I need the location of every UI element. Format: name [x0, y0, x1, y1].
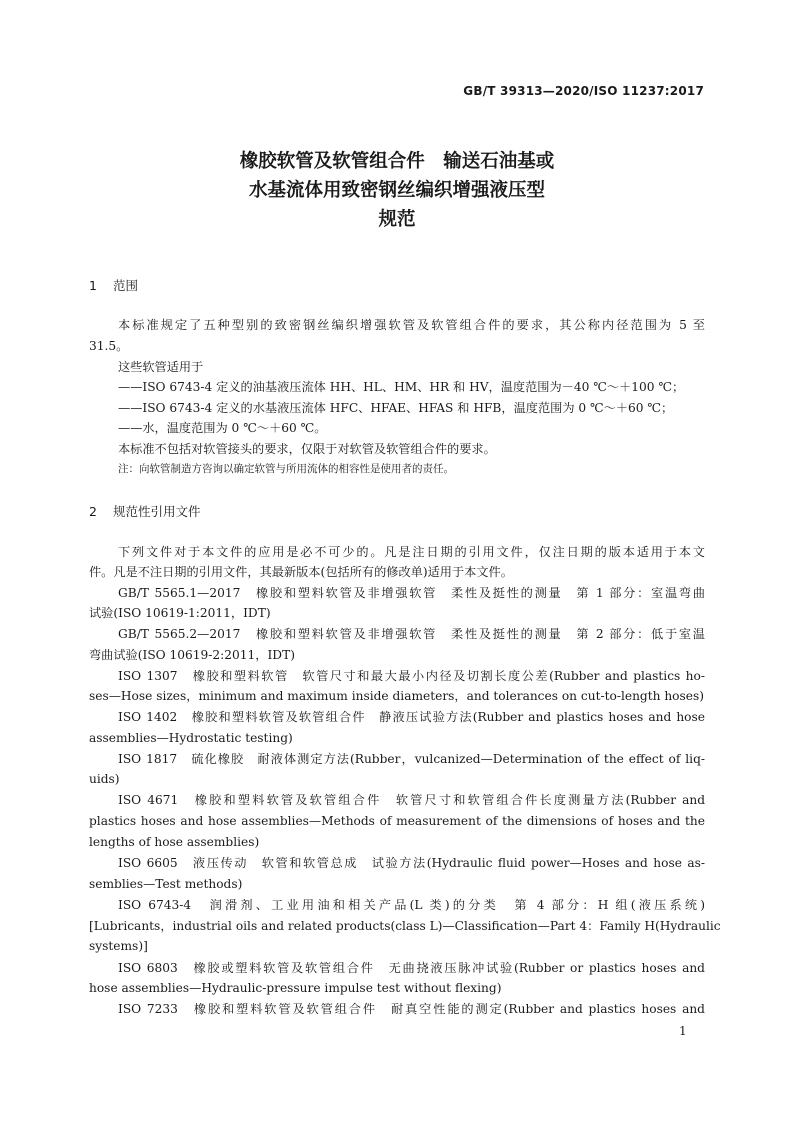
scope-list-item: ——水，温度范围为 0 ℃～＋60 ℃。	[118, 421, 327, 435]
page-number: 1	[679, 1024, 687, 1038]
reference-entry-cont: plastics hoses and hose assemblies—Methods of measurement of the dimensions of hoses and the	[89, 814, 705, 828]
title-line-2: 水基流体用致密钢丝编织增强液压型	[248, 180, 545, 201]
references-intro-line-1: 下列文件对于本文件的应用是必不可少的。凡是注日期的引用文件，仅注日期的版本适用于本文	[118, 545, 705, 559]
reference-entry: GB/T 5565.2—2017 橡胶和塑料软管及非增强软管 柔性及挺性的测量 第 2 部分：低于室温	[118, 627, 705, 641]
reference-entry-cont: semblies—Test methods)	[89, 877, 243, 891]
section-title: 规范性引用文件	[113, 504, 201, 519]
scope-exclusion: 本标准不包括对软管接头的要求，仅限于对软管及软管组合件的要求。	[118, 442, 496, 456]
reference-entry: ISO 4671 橡胶和塑料软管及软管组合件 软管尺寸和软管组合件长度测量方法(Rubber and	[118, 793, 705, 807]
title-line-3: 规范	[378, 209, 416, 230]
reference-entry: ISO 7233 橡胶和塑料软管及软管组合件 耐真空性能的测定(Rubber and plastics hoses and	[118, 1002, 705, 1016]
references-intro-line-2: 件。凡是不注日期的引用文件，其最新版本(包括所有的修改单)适用于本文件。	[89, 565, 513, 579]
scope-list-item: ——ISO 6743-4 定义的油基液压流体 HH、HL、HM、HR 和 HV，温度范围为－40 ℃～＋100 ℃；	[118, 380, 685, 394]
reference-entry: ISO 1402 橡胶和塑料软管及软管组合件 静液压试验方法(Rubber and plastics hoses and hose	[118, 710, 705, 724]
reference-entry: ISO 6605 液压传动 软管和软管总成 试验方法(Hydraulic fluid power—Hoses and hose as-	[118, 856, 705, 870]
title-line-1: 橡胶软管及软管组合件 输送石油基或	[239, 151, 555, 172]
reference-entry-cont: ses—Hose sizes，minimum and maximum inside diameters，and tolerances on cut-to-length hoses)	[89, 689, 704, 703]
scope-paragraph-line-2: 31.5。	[89, 339, 129, 353]
section-2-heading	[89, 502, 201, 520]
reference-entry: GB/T 5565.1—2017 橡胶和塑料软管及非增强软管 柔性及挺性的测量 第 1 部分：室温弯曲	[118, 586, 705, 600]
document-title	[0, 147, 794, 234]
reference-entry-cont: systems)]	[89, 939, 148, 953]
section-title: 范围	[113, 278, 139, 293]
section-number: 1	[89, 278, 97, 293]
reference-entry-cont: 弯曲试验(ISO 10619-2:2011，IDT)	[89, 648, 295, 662]
scope-applies-intro: 这些软管适用于	[118, 360, 204, 374]
standard-number: GB/T 39313—2020/ISO 11237:2017	[463, 84, 704, 98]
reference-entry: ISO 6803 橡胶或塑料软管及软管组合件 无曲挠液压脉冲试验(Rubber or plastics hoses and	[118, 961, 705, 975]
scope-note: 注：向软管制造方咨询以确定软管与所用流体的相容性是使用者的责任。	[118, 463, 454, 475]
section-1-heading	[89, 276, 138, 294]
scope-paragraph-line-1: 本标准规定了五种型别的致密钢丝编织增强软管及软管组合件的要求，其公称内径范围为 5 至	[118, 318, 705, 332]
reference-entry: ISO 1817 硫化橡胶 耐液体测定方法(Rubber，vulcanized—Determination of the effect of liq-	[118, 752, 705, 766]
reference-entry-cont: [Lubricants，industrial oils and related products(class L)—Classification—Part 4：Family H(Hydraulic	[89, 919, 721, 933]
reference-entry-cont: assemblies—Hydrostatic testing)	[89, 731, 293, 745]
reference-entry-cont: lengths of hose assemblies)	[89, 835, 260, 849]
scope-list-item: ——ISO 6743-4 定义的水基液压流体 HFC、HFAE、HFAS 和 HFB，温度范围为 0 ℃～＋60 ℃；	[118, 401, 674, 415]
section-number: 2	[89, 504, 97, 519]
reference-entry-cont: 试验(ISO 10619-1:2011，IDT)	[89, 606, 271, 620]
reference-entry-cont: uids)	[89, 772, 120, 786]
reference-entry: ISO 6743-4 润滑剂、工业用油和相关产品(L 类)的分类 第 4 部分：H 组(液压系统)	[118, 898, 705, 912]
reference-entry: ISO 1307 橡胶和塑料软管 软管尺寸和最大最小内径及切割长度公差(Rubber and plastics ho-	[118, 669, 705, 683]
reference-entry-cont: hose assemblies—Hydraulic-pressure impulse test without flexing)	[89, 981, 502, 995]
